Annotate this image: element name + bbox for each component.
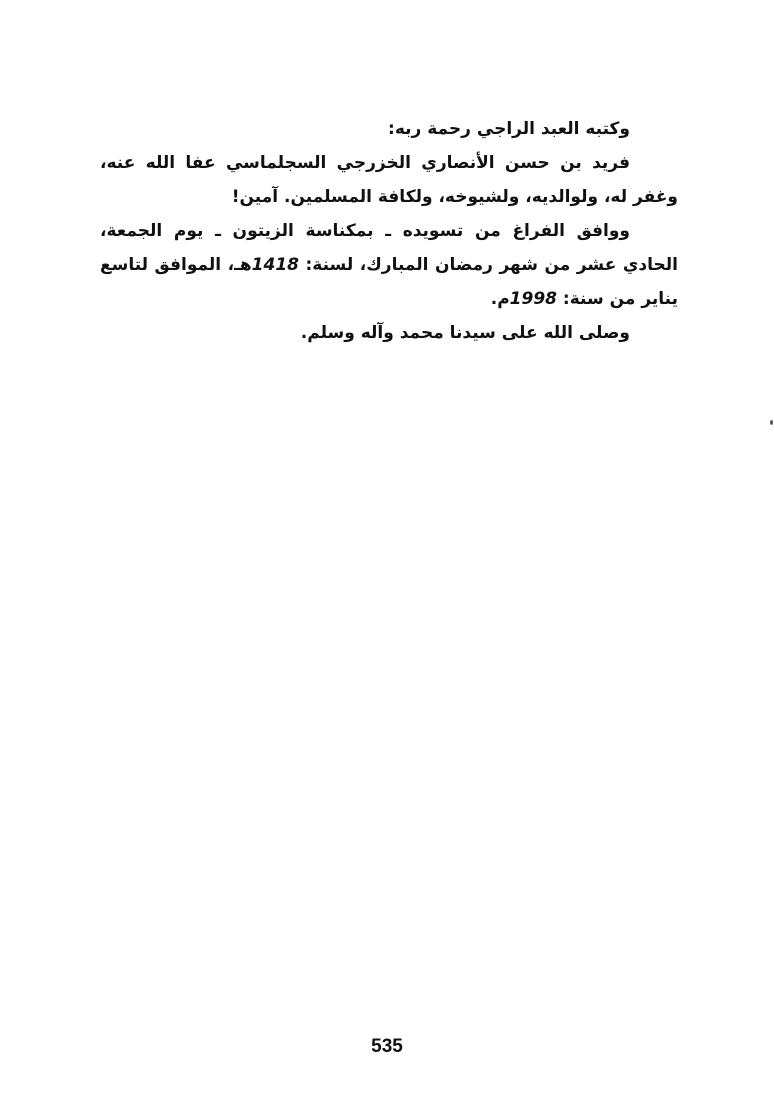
gregorian-year: 1998 — [509, 289, 557, 309]
author-paragraph: فريد بن حسن الأنصاري الخزرجي السجلماسي عفا الله عنه، وغفر له، ولوالديه، ولشيوخه، ولكافة المسلمين. آمين! — [100, 153, 678, 207]
completion-text-2: هـ، الموافق لتاسع يناير من سنة: — [100, 255, 678, 309]
page-number: 535 — [371, 1036, 403, 1057]
completion-text-3: م. — [490, 289, 510, 309]
completion-paragraph — [100, 214, 678, 316]
hijri-year: 1418 — [251, 255, 299, 275]
signature-line: وكتبه العبد الراجي رحمة ربه: — [388, 119, 630, 139]
completion-text-1: ووافق الفراغ من تسويده ـ بمكناسة الزيتون ـ يوم الجمعة، الحادي عشر من شهر رمضان المبارك، لسنة: — [100, 221, 678, 275]
closing-prayer: وصلى الله على سيدنا محمد وآله وسلم. — [300, 323, 630, 343]
scan-speck — [770, 420, 773, 425]
document-body — [100, 112, 678, 350]
